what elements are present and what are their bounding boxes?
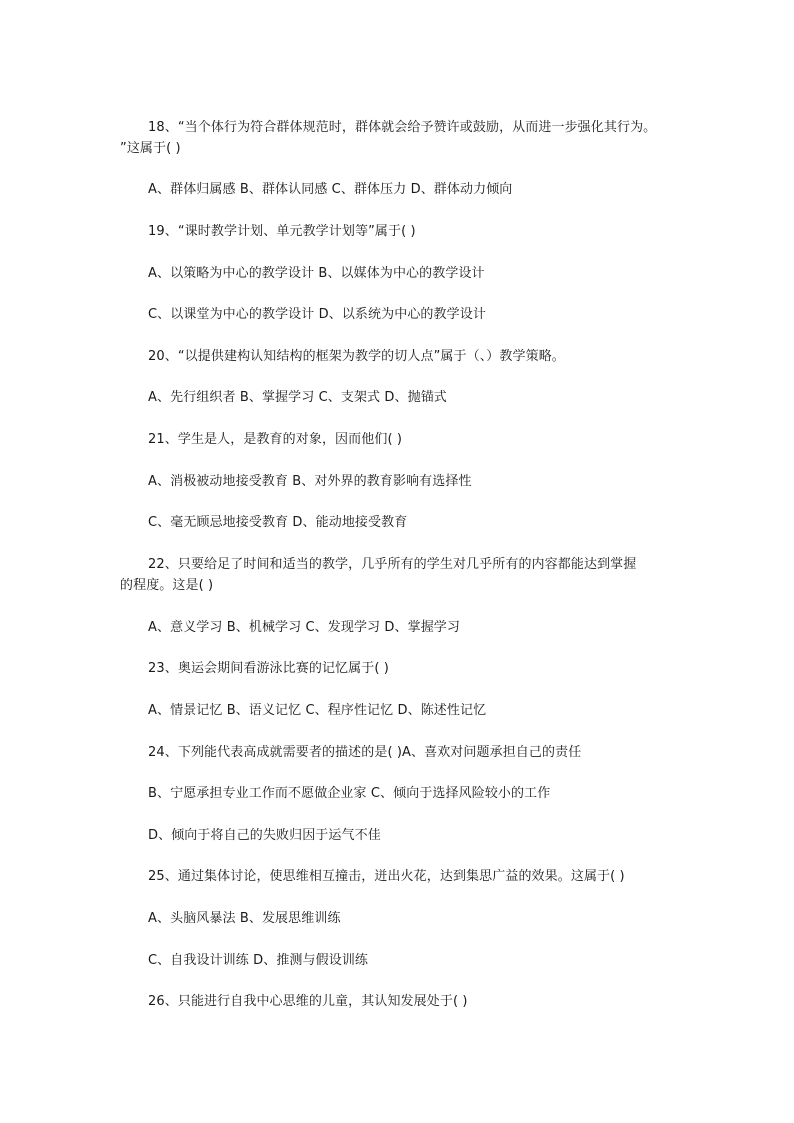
q18-options: A、群体归属感 B、群体认同感 C、群体压力 D、群体动力倾向 — [148, 182, 513, 197]
q21-options-cd: C、毫无顾忌地接受教育 D、能动地接受教育 — [148, 515, 408, 530]
q25-stem: 25、通过集体讨论，使思维相互撞击，迸出火花，达到集思广益的效果。这属于( ) — [148, 869, 625, 884]
q20-options: A、先行组织者 B、掌握学习 C、支架式 D、抛锚式 — [148, 390, 447, 405]
q21-options-ab: A、消极被动地接受教育 B、对外界的教育影响有选择性 — [148, 474, 472, 489]
q19-stem: 19、“课时教学计划、单元教学计划等”属于( ) — [148, 224, 416, 239]
q24-option-d: D、倾向于将自己的失败归因于运气不佳 — [148, 828, 381, 843]
q21-stem: 21、学生是人，是教育的对象，因而他们( ) — [148, 432, 403, 447]
q26-stem: 26、只能进行自我中心思维的儿童，其认知发展处于( ) — [148, 994, 468, 1009]
q22-stem-line-1: 22、只要给足了时间和适当的教学，几乎所有的学生对几乎所有的内容都能达到掌握 — [148, 557, 637, 572]
q25-options-cd: C、自我设计训练 D、推测与假设训练 — [148, 953, 369, 968]
q19-options-cd: C、以课堂为中心的教学设计 D、以系统为中心的教学设计 — [148, 307, 486, 322]
q23-options: A、情景记忆 B、语义记忆 C、程序性记忆 D、陈述性记忆 — [148, 703, 487, 718]
q23-stem: 23、奥运会期间看游泳比赛的记忆属于( ) — [148, 661, 389, 676]
q19-options-ab: A、以策略为中心的教学设计 B、以媒体为中心的教学设计 — [148, 266, 485, 281]
q18-stem-line-1: 18、“当个体行为符合群体规范时，群体就会给予赞许或鼓励，从而进一步强化其行为。 — [148, 120, 657, 135]
q24-options-bc: B、宁愿承担专业工作而不愿做企业家 C、倾向于选择风险较小的工作 — [148, 786, 551, 801]
q22-stem-line-2: 的程度。这是( ) — [120, 578, 214, 593]
q25-options-ab: A、头脑风暴法 B、发展思维训练 — [148, 911, 341, 926]
q20-stem: 20、“以提供建构认知结构的框架为教学的切人点”属于（、）教学策略。 — [148, 349, 565, 364]
q18-stem-line-2: ”这属于( ) — [120, 141, 181, 156]
q22-options: A、意义学习 B、机械学习 C、发现学习 D、掌握学习 — [148, 620, 460, 635]
q24-stem: 24、下列能代表高成就需要者的描述的是( )A、喜欢对问题承担自己的责任 — [148, 745, 582, 760]
